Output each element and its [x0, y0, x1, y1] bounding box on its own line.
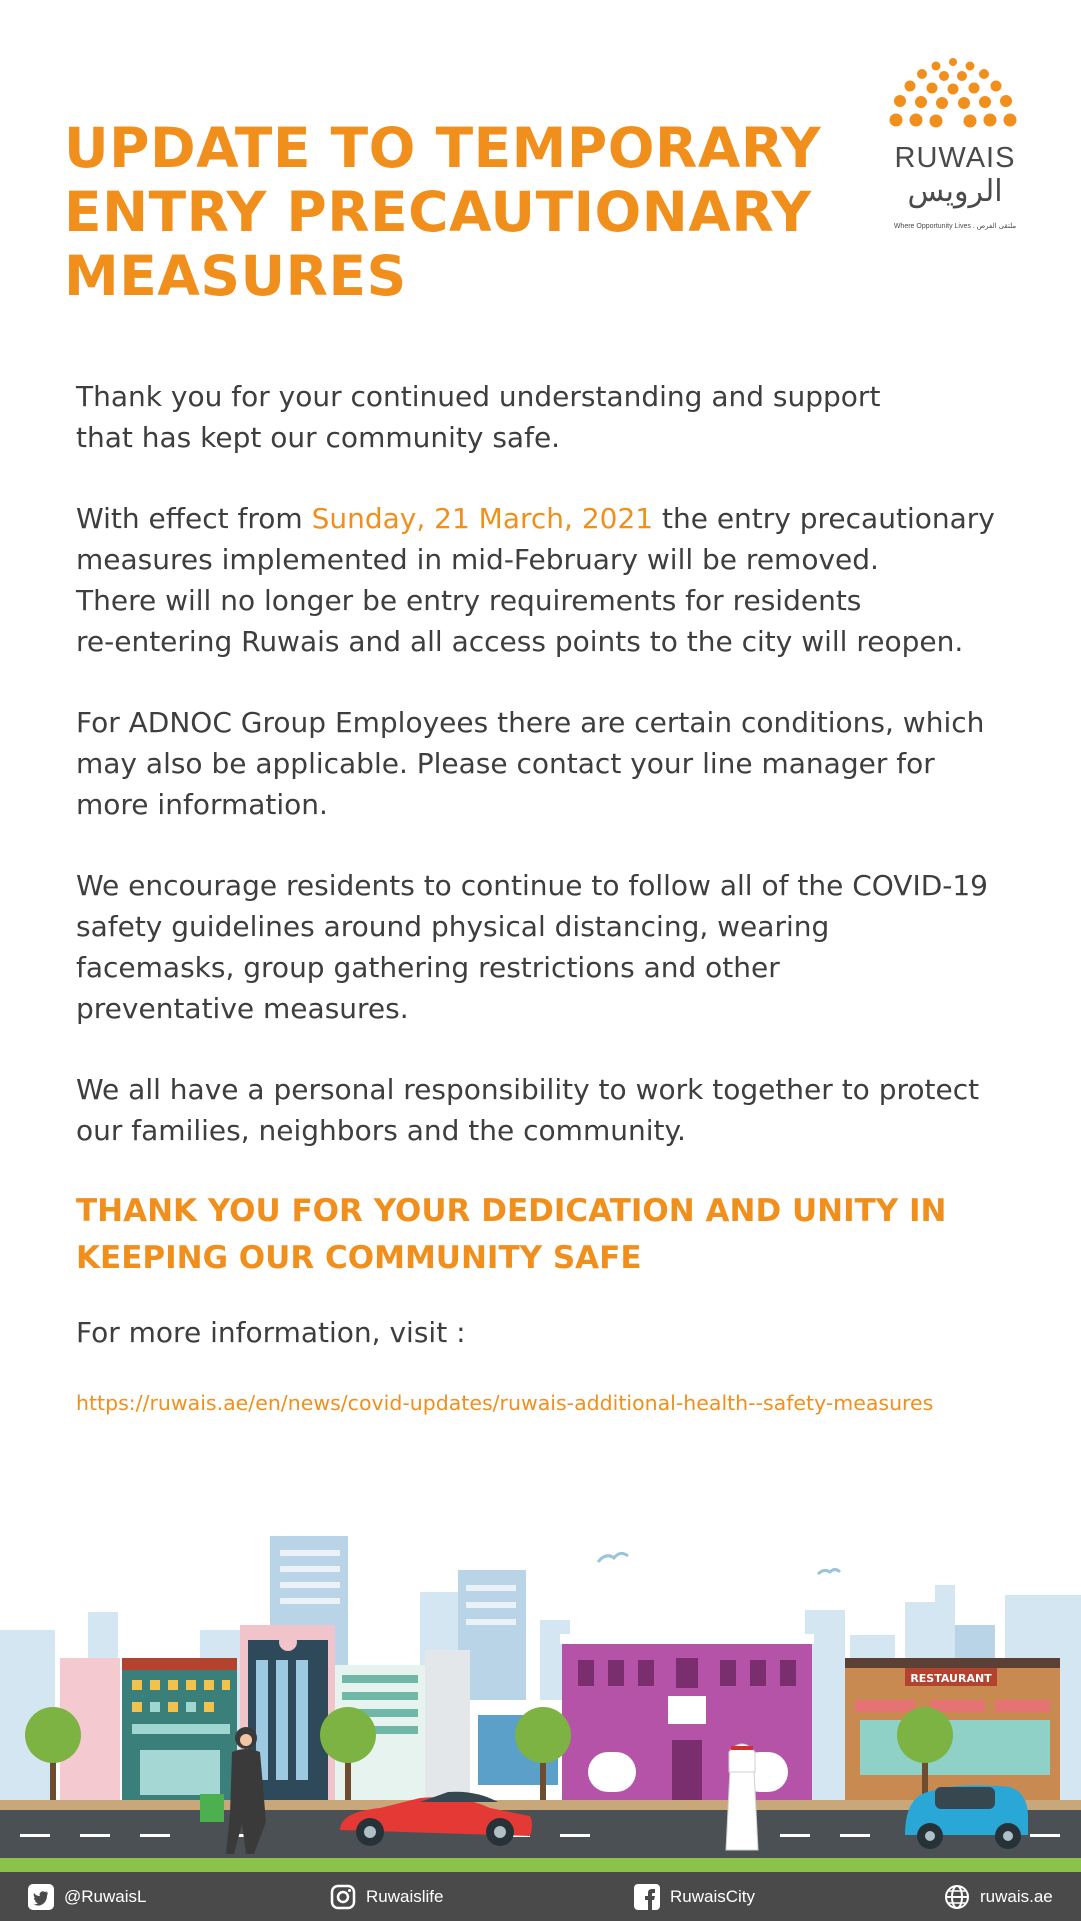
p4-line-4: preventative measures.: [76, 992, 409, 1025]
logo-name-ar: الرويس: [907, 174, 1003, 209]
closing-message: [76, 1188, 976, 1282]
city-street-illustration: [0, 1530, 1081, 1872]
paragraph-guidelines: [76, 865, 1036, 1029]
logo-name-en: RUWAIS: [894, 142, 1016, 174]
globe-icon: [944, 1884, 970, 1910]
p4-line-1: We encourage residents to continue to follow all of the COVID-19: [76, 869, 988, 902]
footer-social-bar: [0, 1872, 1081, 1921]
p2-line-3: There will no longer be entry requirements for residents: [76, 584, 862, 617]
ruwais-logo: [880, 56, 1030, 236]
p1-line-2: that has kept our community safe.: [76, 421, 561, 454]
footer-twitter[interactable]: [28, 1872, 146, 1921]
title-line-1: UPDATE TO TEMPORARY: [64, 116, 822, 180]
p3-line-2: may also be applicable. Please contact your line manager for: [76, 747, 935, 780]
footer-facebook[interactable]: [634, 1872, 755, 1921]
p2-prefix: With effect from: [76, 502, 312, 535]
title-line-2: ENTRY PRECAUTIONARY: [64, 180, 812, 244]
paragraph-effective-date: [76, 498, 1036, 662]
logo-tagline: Where Opportunity Lives . ملتقى الفرص: [893, 223, 1017, 230]
instagram-icon: [330, 1884, 356, 1910]
paragraph-adnoc: [76, 702, 1036, 825]
p3-line-3: more information.: [76, 788, 328, 821]
p3-line-1: For ADNOC Group Employees there are certain conditions, which: [76, 706, 985, 739]
p2-line-4: re-entering Ruwais and all access points to the city will reopen.: [76, 625, 964, 658]
footer-instagram[interactable]: [330, 1872, 443, 1921]
p2-suffix: the entry precautionary: [653, 502, 995, 535]
p5-line-1: We all have a personal responsibility to work together to protect: [76, 1073, 980, 1106]
title-line-3: MEASURES: [64, 244, 407, 308]
instagram-handle: Ruwaislife: [366, 1886, 444, 1906]
p4-line-2: safety guidelines around physical distancing, wearing: [76, 910, 830, 943]
p4-line-3: facemasks, group gathering restrictions and other: [76, 951, 780, 984]
website-link: ruwais.ae: [980, 1886, 1053, 1906]
p2-line-2: measures implemented in mid-February will be removed.: [76, 543, 879, 576]
closing-line-2: KEEPING OUR COMMUNITY SAFE: [76, 1240, 642, 1276]
p5-line-2: our families, neighbors and the community.: [76, 1114, 686, 1147]
effective-date-highlight: Sunday, 21 March, 2021: [311, 502, 654, 535]
twitter-icon: [28, 1884, 54, 1910]
info-link[interactable]: https://ruwais.ae/en/news/covid-updates/ruwais-additional-health--safety-measures: [76, 1391, 934, 1415]
logo-dots-mark: [888, 56, 1018, 132]
visit-label: For more information, visit :: [76, 1316, 466, 1349]
page-title: [64, 116, 824, 308]
facebook-handle: RuwaisCity: [670, 1886, 756, 1906]
paragraph-thanks: [76, 376, 1036, 458]
closing-line-1: THANK YOU FOR YOUR DEDICATION AND UNITY IN: [76, 1193, 947, 1229]
restaurant-sign: RESTAURANT: [910, 1672, 992, 1685]
footer-website[interactable]: [944, 1872, 1053, 1921]
paragraph-responsibility: [76, 1069, 1036, 1151]
twitter-handle: @RuwaisL: [64, 1886, 147, 1906]
p1-line-1: Thank you for your continued understanding and support: [76, 380, 881, 413]
facebook-icon: [634, 1884, 660, 1910]
